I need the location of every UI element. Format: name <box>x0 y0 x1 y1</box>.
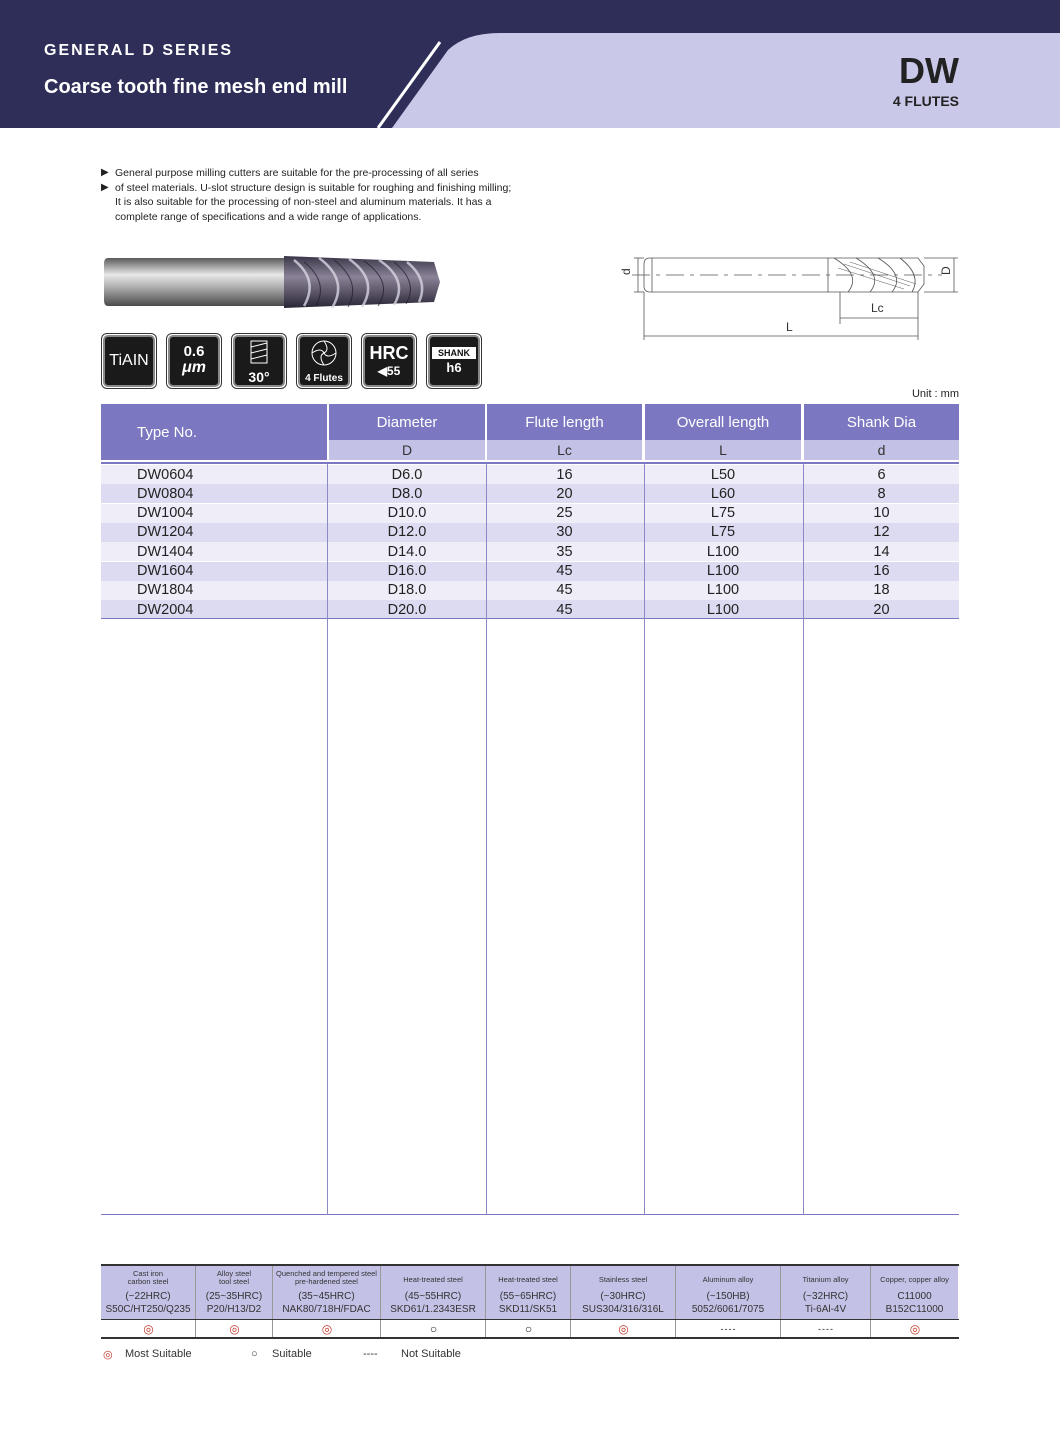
material-grade: 5052/6061/7075 <box>691 1304 765 1315</box>
material-mid-rule <box>101 1319 959 1320</box>
header-type-no: Type No. <box>101 404 327 460</box>
suitable-icon: ○ <box>251 1348 258 1360</box>
material-grade: S50C/HT250/Q235 <box>105 1304 191 1315</box>
column-divider <box>485 1266 486 1337</box>
diameter-cell: D20.0 <box>387 601 427 618</box>
precision-badge <box>168 335 220 387</box>
type-no-cell: DW1204 <box>137 524 194 541</box>
flutes-label: 4 Flutes <box>305 373 343 384</box>
material-column-header <box>381 1266 485 1319</box>
flute-length-cell: 45 <box>556 582 573 599</box>
diameter-cell: D14.0 <box>387 543 427 560</box>
material-name: Alloy steel <box>216 1269 252 1278</box>
material-hardness: (~32HRC) <box>802 1291 849 1302</box>
material-column-header <box>781 1266 870 1319</box>
shank-dia-cell: 16 <box>873 563 890 579</box>
suitability-icon: ◎ <box>143 1322 154 1336</box>
rows-bottom-rule <box>101 618 959 619</box>
label-L: L <box>786 320 793 334</box>
material-hardness: (55~65HRC) <box>499 1291 557 1302</box>
shank-dia-cell: 6 <box>877 466 886 483</box>
subheader-D: D <box>329 440 485 460</box>
suitability-icon: ◎ <box>321 1322 333 1336</box>
coating-badge <box>103 335 155 387</box>
material-grade: SKD11/SK51 <box>498 1304 558 1315</box>
material-column-header <box>676 1266 780 1319</box>
subheader-Lc: Lc <box>487 440 642 460</box>
material-hardness: (~22HRC) <box>125 1291 171 1302</box>
column-divider <box>870 1266 871 1337</box>
material-grade: B152C11000 <box>885 1304 944 1315</box>
label-d: d <box>619 268 633 275</box>
material-column-header <box>571 1266 675 1319</box>
flutes-badge <box>298 335 350 387</box>
material-column-header <box>196 1266 272 1319</box>
material-hardness: C11000 <box>897 1291 932 1302</box>
material-grade: SUS304/316/316L <box>582 1304 664 1315</box>
four-flutes-icon <box>300 338 348 368</box>
column-divider <box>675 1266 676 1337</box>
overall-length-cell: L100 <box>706 563 740 579</box>
end-mill-dimension-drawing <box>612 242 962 342</box>
diameter-cell: D6.0 <box>391 466 423 483</box>
shank-label: SHANK <box>432 347 476 359</box>
page-title: Coarse tooth fine mesh end mill <box>44 76 348 98</box>
suitability-icon: ◎ <box>909 1322 921 1336</box>
material-name: Quenched and tempered steel <box>276 1269 377 1278</box>
material-name: carbon steel <box>127 1277 169 1286</box>
header-shank-dia: Shank Dia <box>804 404 959 440</box>
material-name: Copper, copper alloy <box>880 1275 949 1284</box>
type-no-cell: DW1404 <box>137 543 194 560</box>
not-suitable-icon: ---- <box>363 1348 378 1360</box>
material-name: Heat-treated steel <box>403 1275 463 1284</box>
material-hardness: (~150HB) <box>706 1291 750 1302</box>
header-diameter: Diameter <box>329 404 485 440</box>
type-no-cell: DW0604 <box>137 466 194 483</box>
diameter-cell: D8.0 <box>391 485 423 502</box>
flute-length-cell: 20 <box>556 485 573 502</box>
type-no-cell: DW1804 <box>137 582 194 599</box>
type-no-cell: DW1604 <box>137 563 194 579</box>
material-hardness: (25~35HRC) <box>205 1291 263 1302</box>
type-no-cell: DW0804 <box>137 485 194 502</box>
table-bottom-rule <box>101 1214 959 1215</box>
material-column-header <box>273 1266 380 1319</box>
material-grade: SKD61/1.2343ESR <box>390 1304 476 1315</box>
material-grade: NAK80/718H/FDAC <box>282 1304 371 1315</box>
helix-icon <box>235 339 283 365</box>
coating-label: TiAIN <box>109 352 149 369</box>
header-flute-length: Flute length <box>487 404 642 440</box>
description-line: complete range of specifications and a wide range of applications. <box>115 210 422 223</box>
shank-dia-cell: 14 <box>873 543 890 560</box>
material-name: tool steel <box>218 1277 250 1286</box>
material-hardness: (45~55HRC) <box>404 1291 462 1302</box>
hrc-label: HRC <box>369 343 409 363</box>
description-line: ▶ of steel materials. U-slot structure design is suitable for roughing and finishing milling; <box>101 181 512 194</box>
material-grade: Ti-6Al-4V <box>804 1304 847 1315</box>
overall-length-cell: L75 <box>710 524 736 541</box>
flute-length-cell: 45 <box>556 601 573 618</box>
hrc-value: ◀55 <box>377 364 401 378</box>
bullet-icon: ▶ <box>101 181 109 193</box>
shank-dia-cell: 20 <box>873 601 890 618</box>
helix-angle-badge <box>233 335 285 387</box>
column-divider <box>803 464 804 1215</box>
column-divider <box>195 1266 196 1337</box>
product-description <box>101 166 541 224</box>
type-no-cell: DW2004 <box>137 601 194 618</box>
legend-most-suitable: Most Suitable <box>125 1348 192 1360</box>
flute-length-cell: 25 <box>556 505 573 522</box>
suitability-icon: ---- <box>720 1324 737 1334</box>
helix-value: 30° <box>248 369 270 385</box>
material-hardness: (35~45HRC) <box>298 1291 355 1302</box>
column-divider <box>570 1266 571 1337</box>
header-overall-length: Overall length <box>645 404 801 440</box>
material-name: Stainless steel <box>598 1275 648 1284</box>
end-mill-photo <box>104 250 444 312</box>
material-bottom-rule <box>101 1337 959 1339</box>
diameter-cell: D18.0 <box>387 582 427 599</box>
flute-count: 4 FLUTES <box>892 93 959 109</box>
overall-length-cell: L50 <box>710 466 736 483</box>
description-line: ▶ General purpose milling cutters are suitable for the pre-processing of all series <box>101 167 479 179</box>
overall-length-cell: L75 <box>710 505 736 522</box>
material-name: Titanium alloy <box>802 1275 849 1284</box>
material-name: Cast iron <box>132 1269 163 1278</box>
column-divider <box>780 1266 781 1337</box>
series-label: GENERAL D SERIES <box>44 42 234 59</box>
material-column-header <box>486 1266 570 1319</box>
precision-unit: μm <box>182 359 206 376</box>
flute-length-cell: 30 <box>556 524 573 541</box>
diameter-cell: D12.0 <box>387 524 427 541</box>
material-name: Aluminum alloy <box>702 1275 754 1284</box>
hardness-badge <box>363 335 415 387</box>
suitability-icon: ◎ <box>229 1322 240 1336</box>
overall-length-cell: L100 <box>706 543 740 560</box>
precision-value: 0.6 <box>183 343 205 360</box>
type-no-cell: DW1004 <box>137 505 194 522</box>
shank-dia-cell: 10 <box>873 505 890 522</box>
model-code: DW <box>899 50 959 91</box>
unit-label: Unit : mm <box>911 388 959 400</box>
overall-length-cell: L100 <box>706 582 740 599</box>
most-suitable-icon: ◎ <box>103 1349 113 1361</box>
column-divider <box>644 464 645 1215</box>
column-divider <box>272 1266 273 1337</box>
shank-badge <box>428 335 480 387</box>
diameter-cell: D10.0 <box>387 505 427 522</box>
shank-dia-cell: 8 <box>877 485 886 502</box>
material-grade: P20/H13/D2 <box>206 1304 262 1315</box>
shank-dia-cell: 12 <box>873 524 890 541</box>
column-divider <box>380 1266 381 1337</box>
material-name: Heat-treated steel <box>498 1275 558 1284</box>
column-divider <box>486 464 487 1215</box>
material-column-header <box>871 1266 958 1319</box>
flute-length-cell: 16 <box>556 466 573 483</box>
label-Lc: Lc <box>871 301 884 315</box>
header-divider <box>101 462 959 464</box>
overall-length-cell: L100 <box>706 601 740 618</box>
flute-length-cell: 35 <box>556 543 573 560</box>
suitability-icon: ○ <box>429 1322 438 1336</box>
subheader-L: L <box>645 440 801 460</box>
shank-tolerance: h6 <box>446 360 462 375</box>
material-name: pre-hardened steel <box>295 1277 358 1286</box>
suitability-icon: ---- <box>818 1324 834 1334</box>
material-hardness: (~30HRC) <box>600 1291 646 1302</box>
material-column-header <box>101 1266 195 1319</box>
legend-not-suitable: Not Suitable <box>401 1348 461 1360</box>
shank-dia-cell: 18 <box>873 582 890 599</box>
suitability-icon: ◎ <box>618 1322 629 1336</box>
description-line: It is also suitable for the processing of non-steel and aluminum materials. It has a <box>115 196 492 208</box>
bullet-icon: ▶ <box>101 167 109 178</box>
subheader-d: d <box>804 440 959 460</box>
flute-length-cell: 45 <box>556 563 573 579</box>
suitability-icon: ○ <box>524 1322 533 1336</box>
diameter-cell: D16.0 <box>387 563 427 579</box>
overall-length-cell: L60 <box>710 485 736 502</box>
legend-suitable: Suitable <box>272 1348 312 1360</box>
label-D: D <box>939 266 953 275</box>
column-divider <box>327 464 328 1215</box>
